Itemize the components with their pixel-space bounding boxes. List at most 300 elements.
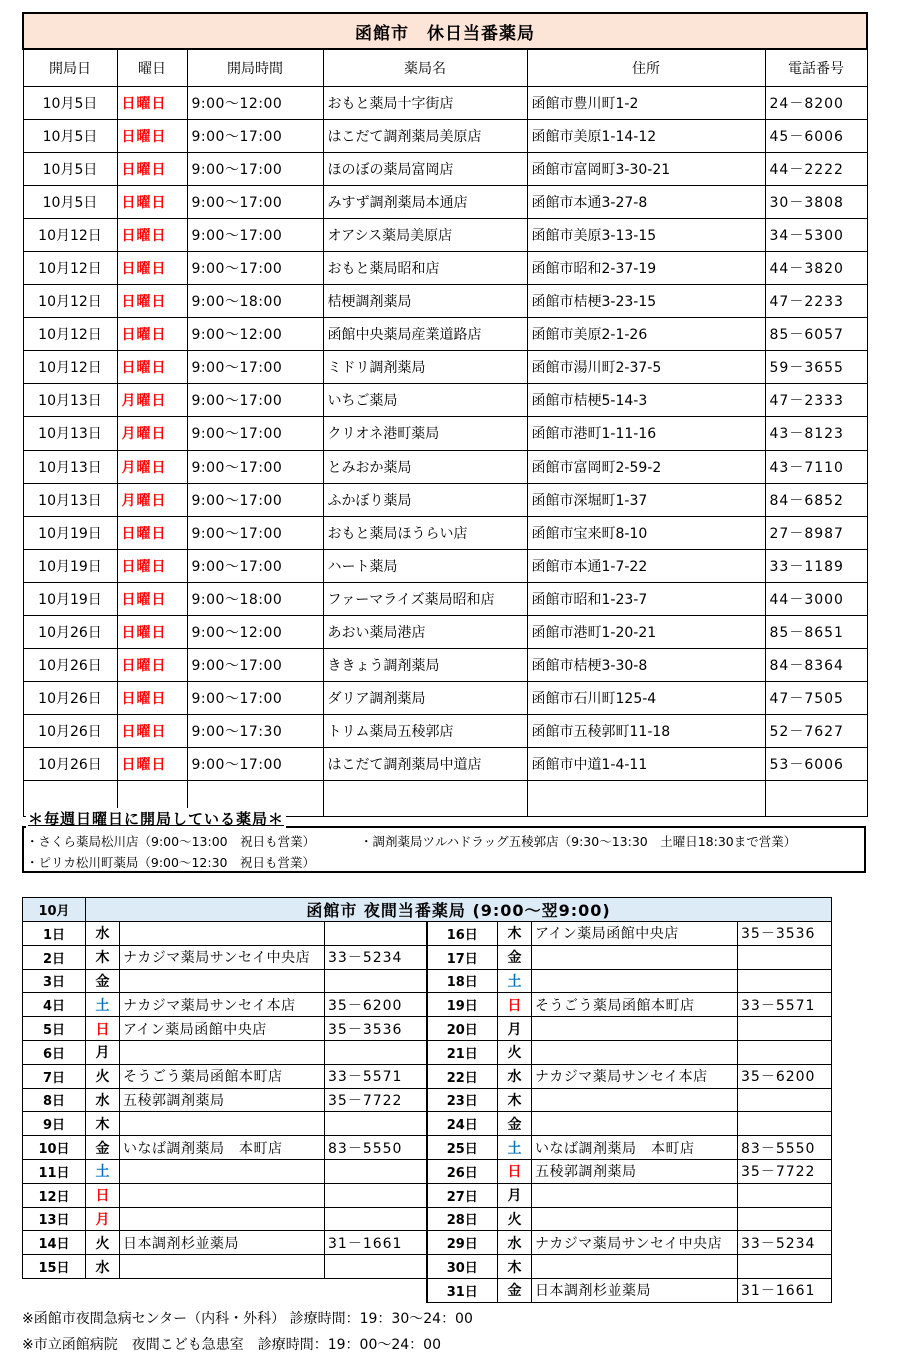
holiday-row (23, 351, 867, 384)
night-day-cell: 21日 (427, 1040, 498, 1064)
night-phone-cell (738, 1040, 832, 1064)
night-day-cell: 8日 (23, 1088, 86, 1112)
phone-cell: 85－8651 (765, 616, 867, 649)
pharmacy-name-cell: ふかぼり薬局 (323, 483, 527, 516)
night-row (23, 922, 832, 946)
night-dow-cell: 月 (86, 1040, 120, 1064)
address-cell: 函館市宝来町8-10 (527, 516, 765, 549)
pharmacy-name-cell: ききょう調剤薬局 (323, 649, 527, 682)
night-row (23, 1112, 832, 1136)
night-day-cell: 17日 (427, 945, 498, 969)
night-pharmacy-cell (120, 1040, 325, 1064)
dow-cell: 日曜日 (117, 715, 187, 748)
night-phone-cell: 31－1661 (325, 1231, 427, 1255)
date-cell: 10月12日 (23, 351, 117, 384)
phone-cell: 52－7627 (765, 715, 867, 748)
footnotes (22, 1308, 473, 1360)
date-cell: 10月26日 (23, 649, 117, 682)
header-hours: 開局時間 (187, 49, 323, 86)
weekly-item: ・さくら薬局松川店（9:00～13:00 祝日も営業） (26, 834, 316, 849)
address-cell: 函館市富岡町3-30-21 (527, 152, 765, 185)
pharmacy-name-cell: おもと薬局十字街店 (323, 86, 527, 119)
night-phone-cell (325, 922, 427, 946)
night-pharmacy-cell: アイン薬局函館中央店 (532, 922, 738, 946)
dow-cell: 日曜日 (117, 86, 187, 119)
pharmacy-name-cell: ダリア調剤薬局 (323, 682, 527, 715)
address-cell: 函館市富岡町2-59-2 (527, 450, 765, 483)
address-cell: 函館市深堀町1-37 (527, 483, 765, 516)
night-phone-cell: 35－6200 (325, 993, 427, 1017)
night-dow-cell: 日 (86, 1183, 120, 1207)
night-row (23, 1017, 832, 1041)
phone-cell: 44－3820 (765, 251, 867, 284)
address-cell: 函館市美原3-13-15 (527, 218, 765, 251)
weekly-item: ・ピリカ松川町薬局（9:00～12:30 祝日も営業） (26, 855, 315, 870)
empty-area (23, 1278, 427, 1302)
night-phone-cell (738, 1112, 832, 1136)
pharmacy-name-cell: みすず調剤薬局本通店 (323, 185, 527, 218)
night-day-cell: 3日 (23, 969, 86, 993)
night-dow-cell: 日 (498, 1159, 532, 1183)
dow-cell: 日曜日 (117, 649, 187, 682)
phone-cell: 34－5300 (765, 218, 867, 251)
night-day-cell: 9日 (23, 1112, 86, 1136)
night-dow-cell: 木 (498, 1088, 532, 1112)
holiday-header-row (23, 49, 867, 86)
night-phone-cell (738, 1088, 832, 1112)
night-row (23, 1183, 832, 1207)
date-cell: 10月12日 (23, 218, 117, 251)
night-pharmacy-cell (120, 922, 325, 946)
holiday-row (23, 384, 867, 417)
night-day-cell: 22日 (427, 1064, 498, 1088)
date-cell: 10月13日 (23, 384, 117, 417)
dow-cell: 月曜日 (117, 417, 187, 450)
night-phone-cell: 33－5234 (325, 945, 427, 969)
phone-cell: 84－6852 (765, 483, 867, 516)
holiday-row (23, 483, 867, 516)
hours-cell: 9:00～12:00 (187, 318, 323, 351)
phone-cell: 47－2333 (765, 384, 867, 417)
hours-cell: 9:00～17:30 (187, 715, 323, 748)
pharmacy-name-cell: あおい薬局港店 (323, 616, 527, 649)
hours-cell: 9:00～17:00 (187, 185, 323, 218)
address-cell: 函館市桔梗3-30-8 (527, 649, 765, 682)
night-phone-cell: 83－5550 (325, 1136, 427, 1160)
address-cell: 函館市昭和1-23-7 (527, 582, 765, 615)
night-row (23, 1278, 832, 1302)
header-address: 住所 (527, 49, 765, 86)
phone-cell: 47－7505 (765, 682, 867, 715)
pharmacy-name-cell: いちご薬局 (323, 384, 527, 417)
night-day-cell: 10日 (23, 1136, 86, 1160)
night-row (23, 1040, 832, 1064)
address-cell: 函館市美原2-1-26 (527, 318, 765, 351)
date-cell: 10月12日 (23, 318, 117, 351)
hours-cell: 9:00～17:00 (187, 351, 323, 384)
night-dow-cell: 月 (86, 1207, 120, 1231)
header-date: 開局日 (23, 49, 117, 86)
night-phone-cell (325, 1255, 427, 1279)
night-phone-cell: 31－1661 (738, 1278, 832, 1302)
night-day-cell: 28日 (427, 1207, 498, 1231)
pharmacy-name-cell: ファーマライズ薬局昭和店 (323, 582, 527, 615)
night-pharmacy-cell (532, 969, 738, 993)
holiday-row (23, 616, 867, 649)
night-day-cell: 13日 (23, 1207, 86, 1231)
night-dow-cell: 水 (86, 922, 120, 946)
pharmacy-name-cell: ハート薬局 (323, 549, 527, 582)
night-row (23, 969, 832, 993)
night-dow-cell: 日 (86, 1017, 120, 1041)
address-cell: 函館市昭和2-37-19 (527, 251, 765, 284)
header-pharmacy: 薬局名 (323, 49, 527, 86)
address-cell: 函館市本通3-27-8 (527, 185, 765, 218)
night-pharmacy-cell (532, 1207, 738, 1231)
hours-cell: 9:00～17:00 (187, 483, 323, 516)
phone-cell: 44－3000 (765, 582, 867, 615)
date-cell: 10月26日 (23, 748, 117, 781)
dow-cell: 日曜日 (117, 516, 187, 549)
night-day-cell: 12日 (23, 1183, 86, 1207)
hours-cell: 9:00～18:00 (187, 582, 323, 615)
pharmacy-name-cell: はこだて調剤薬局美原店 (323, 119, 527, 152)
night-phone-cell (325, 1112, 427, 1136)
hours-cell: 9:00～17:00 (187, 119, 323, 152)
holiday-row (23, 251, 867, 284)
night-table-title: 函館市 夜間当番薬局 (9:00～翌9:00) (86, 898, 832, 922)
holiday-row (23, 152, 867, 185)
night-dow-cell: 水 (86, 1255, 120, 1279)
night-pharmacy-cell (532, 1255, 738, 1279)
dow-cell: 日曜日 (117, 285, 187, 318)
pharmacy-name-cell: オアシス薬局美原店 (323, 218, 527, 251)
pharmacy-name-cell: 桔梗調剤薬局 (323, 285, 527, 318)
night-day-cell: 1日 (23, 922, 86, 946)
pharmacy-name-cell: ほのぼの薬局富岡店 (323, 152, 527, 185)
night-row (23, 1064, 832, 1088)
night-day-cell: 29日 (427, 1231, 498, 1255)
hours-cell: 9:00～17:00 (187, 152, 323, 185)
night-row (23, 1088, 832, 1112)
night-phone-cell: 35－6200 (738, 1064, 832, 1088)
holiday-row (23, 450, 867, 483)
pharmacy-name-cell: おもと薬局ほうらい店 (323, 516, 527, 549)
holiday-pharmacy-table (22, 12, 868, 817)
address-cell: 函館市湯川町2-37-5 (527, 351, 765, 384)
date-cell: 10月12日 (23, 285, 117, 318)
date-cell: 10月12日 (23, 251, 117, 284)
night-day-cell: 15日 (23, 1255, 86, 1279)
night-phone-cell (738, 1255, 832, 1279)
night-day-cell: 4日 (23, 993, 86, 1017)
night-phone-cell (325, 969, 427, 993)
night-dow-cell: 月 (498, 1183, 532, 1207)
night-day-cell: 26日 (427, 1159, 498, 1183)
address-cell: 函館市港町1-11-16 (527, 417, 765, 450)
empty-cell (527, 781, 765, 817)
night-pharmacy-cell (532, 1040, 738, 1064)
night-phone-cell: 35－7722 (738, 1159, 832, 1183)
pharmacy-name-cell: ミドリ調剤薬局 (323, 351, 527, 384)
address-cell: 函館市中道1-4-11 (527, 748, 765, 781)
date-cell: 10月5日 (23, 86, 117, 119)
night-pharmacy-cell: ナカジマ薬局サンセイ中央店 (532, 1231, 738, 1255)
night-day-cell: 7日 (23, 1064, 86, 1088)
night-phone-cell: 33－5571 (738, 993, 832, 1017)
date-cell: 10月13日 (23, 483, 117, 516)
night-pharmacy-cell: ナカジマ薬局サンセイ中央店 (120, 945, 325, 969)
holiday-row (23, 285, 867, 318)
night-dow-cell: 火 (86, 1231, 120, 1255)
phone-cell: 43－7110 (765, 450, 867, 483)
night-phone-cell: 33－5234 (738, 1231, 832, 1255)
night-day-cell: 24日 (427, 1112, 498, 1136)
date-cell: 10月26日 (23, 715, 117, 748)
night-pharmacy-cell: 五稜郭調剤薬局 (120, 1088, 325, 1112)
night-dow-cell: 木 (498, 1255, 532, 1279)
night-day-cell: 23日 (427, 1088, 498, 1112)
address-cell: 函館市美原1-14-12 (527, 119, 765, 152)
hours-cell: 9:00～17:00 (187, 748, 323, 781)
date-cell: 10月26日 (23, 682, 117, 715)
phone-cell: 84－8364 (765, 649, 867, 682)
night-day-cell: 14日 (23, 1231, 86, 1255)
night-pharmacy-cell: 日本調剤杉並薬局 (532, 1278, 738, 1302)
night-day-cell: 27日 (427, 1183, 498, 1207)
address-cell: 函館市豊川町1-2 (527, 86, 765, 119)
date-cell: 10月5日 (23, 185, 117, 218)
hours-cell: 9:00～17:00 (187, 516, 323, 549)
night-dow-cell: 木 (86, 1112, 120, 1136)
night-day-cell: 30日 (427, 1255, 498, 1279)
date-cell: 10月13日 (23, 450, 117, 483)
night-phone-cell (738, 1183, 832, 1207)
night-phone-cell (325, 1207, 427, 1231)
empty-cell (323, 781, 527, 817)
night-pharmacy-cell: いなば調剤薬局 本町店 (532, 1136, 738, 1160)
night-row (23, 1207, 832, 1231)
night-phone-cell: 33－5571 (325, 1064, 427, 1088)
night-pharmacy-cell: ナカジマ薬局サンセイ本店 (532, 1064, 738, 1088)
night-pharmacy-cell (532, 945, 738, 969)
night-pharmacy-cell (120, 969, 325, 993)
night-pharmacy-cell: そうごう薬局函館本町店 (120, 1064, 325, 1088)
hours-cell: 9:00～17:00 (187, 251, 323, 284)
dow-cell: 日曜日 (117, 582, 187, 615)
phone-cell: 33－1189 (765, 549, 867, 582)
dow-cell: 月曜日 (117, 384, 187, 417)
night-row (23, 1255, 832, 1279)
phone-cell: 45－6006 (765, 119, 867, 152)
hours-cell: 9:00～17:00 (187, 649, 323, 682)
holiday-row (23, 649, 867, 682)
night-phone-cell (325, 1183, 427, 1207)
night-phone-cell (738, 945, 832, 969)
dow-cell: 日曜日 (117, 218, 187, 251)
night-dow-cell: 日 (498, 993, 532, 1017)
pharmacy-name-cell: おもと薬局昭和店 (323, 251, 527, 284)
holiday-row (23, 748, 867, 781)
hours-cell: 9:00～17:00 (187, 218, 323, 251)
night-day-cell: 5日 (23, 1017, 86, 1041)
night-pharmacy-cell (120, 1112, 325, 1136)
dow-cell: 日曜日 (117, 119, 187, 152)
dow-cell: 日曜日 (117, 549, 187, 582)
date-cell: 10月13日 (23, 417, 117, 450)
night-pharmacy-cell (120, 1183, 325, 1207)
holiday-row (23, 318, 867, 351)
night-pharmacy-cell (532, 1088, 738, 1112)
hours-cell: 9:00～17:00 (187, 549, 323, 582)
date-cell: 10月26日 (23, 616, 117, 649)
night-month: 10月 (23, 898, 86, 922)
holiday-row (23, 549, 867, 582)
night-dow-cell: 木 (498, 922, 532, 946)
night-dow-cell: 水 (498, 1231, 532, 1255)
date-cell: 10月19日 (23, 549, 117, 582)
night-phone-cell: 83－5550 (738, 1136, 832, 1160)
weekly-item: ・調剤薬局ツルハドラッグ五稜郭店（9:30～13:30 土曜日18:30まで営業） (360, 834, 797, 849)
holiday-row (23, 417, 867, 450)
date-cell: 10月19日 (23, 582, 117, 615)
night-pharmacy-cell (532, 1017, 738, 1041)
night-day-cell: 16日 (427, 922, 498, 946)
night-dow-cell: 金 (86, 1136, 120, 1160)
dow-cell: 日曜日 (117, 682, 187, 715)
night-pharmacy-cell: ナカジマ薬局サンセイ本店 (120, 993, 325, 1017)
header-dow: 曜日 (117, 49, 187, 86)
holiday-table-title: 函館市 休日当番薬局 (23, 13, 867, 49)
night-day-cell: 18日 (427, 969, 498, 993)
pharmacy-name-cell: トリム薬局五稜郭店 (323, 715, 527, 748)
address-cell: 函館市本通1-7-22 (527, 549, 765, 582)
night-day-cell: 25日 (427, 1136, 498, 1160)
dow-cell: 月曜日 (117, 483, 187, 516)
night-dow-cell: 土 (86, 993, 120, 1017)
night-pharmacy-cell (120, 1255, 325, 1279)
night-phone-cell (738, 969, 832, 993)
night-phone-cell: 35－3536 (325, 1017, 427, 1041)
night-pharmacy-cell: いなば調剤薬局 本町店 (120, 1136, 325, 1160)
address-cell: 函館市石川町125-4 (527, 682, 765, 715)
night-dow-cell: 火 (86, 1064, 120, 1088)
night-pharmacy-cell: アイン薬局函館中央店 (120, 1017, 325, 1041)
night-dow-cell: 金 (498, 1278, 532, 1302)
hours-cell: 9:00～12:00 (187, 86, 323, 119)
phone-cell: 59－3655 (765, 351, 867, 384)
dow-cell: 日曜日 (117, 152, 187, 185)
dow-cell: 日曜日 (117, 748, 187, 781)
dow-cell: 日曜日 (117, 318, 187, 351)
address-cell: 函館市五稜郭町11-18 (527, 715, 765, 748)
night-phone-cell: 35－7722 (325, 1088, 427, 1112)
night-dow-cell: 土 (86, 1159, 120, 1183)
night-day-cell: 2日 (23, 945, 86, 969)
date-cell: 10月19日 (23, 516, 117, 549)
hours-cell: 9:00～18:00 (187, 285, 323, 318)
dow-cell: 日曜日 (117, 351, 187, 384)
night-dow-cell: 水 (498, 1064, 532, 1088)
holiday-row (23, 185, 867, 218)
holiday-row (23, 682, 867, 715)
night-pharmacy-cell (532, 1183, 738, 1207)
night-row (23, 1159, 832, 1183)
dow-cell: 日曜日 (117, 251, 187, 284)
night-dow-cell: 月 (498, 1017, 532, 1041)
night-row (23, 1136, 832, 1160)
pharmacy-name-cell: とみおか薬局 (323, 450, 527, 483)
date-cell: 10月5日 (23, 152, 117, 185)
date-cell: 10月5日 (23, 119, 117, 152)
night-day-cell: 31日 (427, 1278, 498, 1302)
night-pharmacy-cell (120, 1207, 325, 1231)
hours-cell: 9:00～17:00 (187, 450, 323, 483)
night-day-cell: 11日 (23, 1159, 86, 1183)
phone-cell: 47－2233 (765, 285, 867, 318)
night-pharmacy-cell: 日本調剤杉並薬局 (120, 1231, 325, 1255)
weekly-sunday-title: ＊毎週日曜日に開局している薬局＊ (28, 810, 285, 828)
hours-cell: 9:00～12:00 (187, 616, 323, 649)
night-pharmacy-table (22, 897, 832, 1303)
night-pharmacy-cell (120, 1159, 325, 1183)
phone-cell: 30－3808 (765, 185, 867, 218)
hours-cell: 9:00～17:00 (187, 682, 323, 715)
night-dow-cell: 金 (498, 1112, 532, 1136)
night-dow-cell: 金 (498, 945, 532, 969)
night-pharmacy-cell: そうごう薬局函館本町店 (532, 993, 738, 1017)
hours-cell: 9:00～17:00 (187, 417, 323, 450)
hours-cell: 9:00～17:00 (187, 384, 323, 417)
dow-cell: 日曜日 (117, 185, 187, 218)
dow-cell: 日曜日 (117, 616, 187, 649)
night-phone-cell (738, 1207, 832, 1231)
address-cell: 函館市桔梗3-23-15 (527, 285, 765, 318)
pharmacy-name-cell: はこだて調剤薬局中道店 (323, 748, 527, 781)
night-phone-cell (325, 1040, 427, 1064)
night-day-cell: 19日 (427, 993, 498, 1017)
night-day-cell: 20日 (427, 1017, 498, 1041)
night-row (23, 993, 832, 1017)
phone-cell: 27－8987 (765, 516, 867, 549)
night-dow-cell: 土 (498, 969, 532, 993)
night-row (23, 945, 832, 969)
address-cell: 函館市桔梗5-14-3 (527, 384, 765, 417)
night-row (23, 1231, 832, 1255)
address-cell: 函館市港町1-20-21 (527, 616, 765, 649)
night-dow-cell: 木 (86, 945, 120, 969)
header-phone: 電話番号 (765, 49, 867, 86)
night-pharmacy-cell (532, 1112, 738, 1136)
night-dow-cell: 土 (498, 1136, 532, 1160)
phone-cell: 43－8123 (765, 417, 867, 450)
night-header-row (23, 898, 832, 922)
night-dow-cell: 火 (498, 1040, 532, 1064)
night-phone-cell: 35－3536 (738, 922, 832, 946)
night-dow-cell: 金 (86, 969, 120, 993)
night-dow-cell: 水 (86, 1088, 120, 1112)
weekly-sunday-box (22, 826, 866, 873)
holiday-row (23, 218, 867, 251)
dow-cell: 月曜日 (117, 450, 187, 483)
phone-cell: 24－8200 (765, 86, 867, 119)
empty-cell (765, 781, 867, 817)
holiday-row (23, 715, 867, 748)
footnote-emergency-center: ※函館市夜間急病センター（内科・外科） 診療時間：19：30～24：00 (22, 1311, 473, 1327)
phone-cell: 53－6006 (765, 748, 867, 781)
holiday-row (23, 86, 867, 119)
holiday-row (23, 516, 867, 549)
